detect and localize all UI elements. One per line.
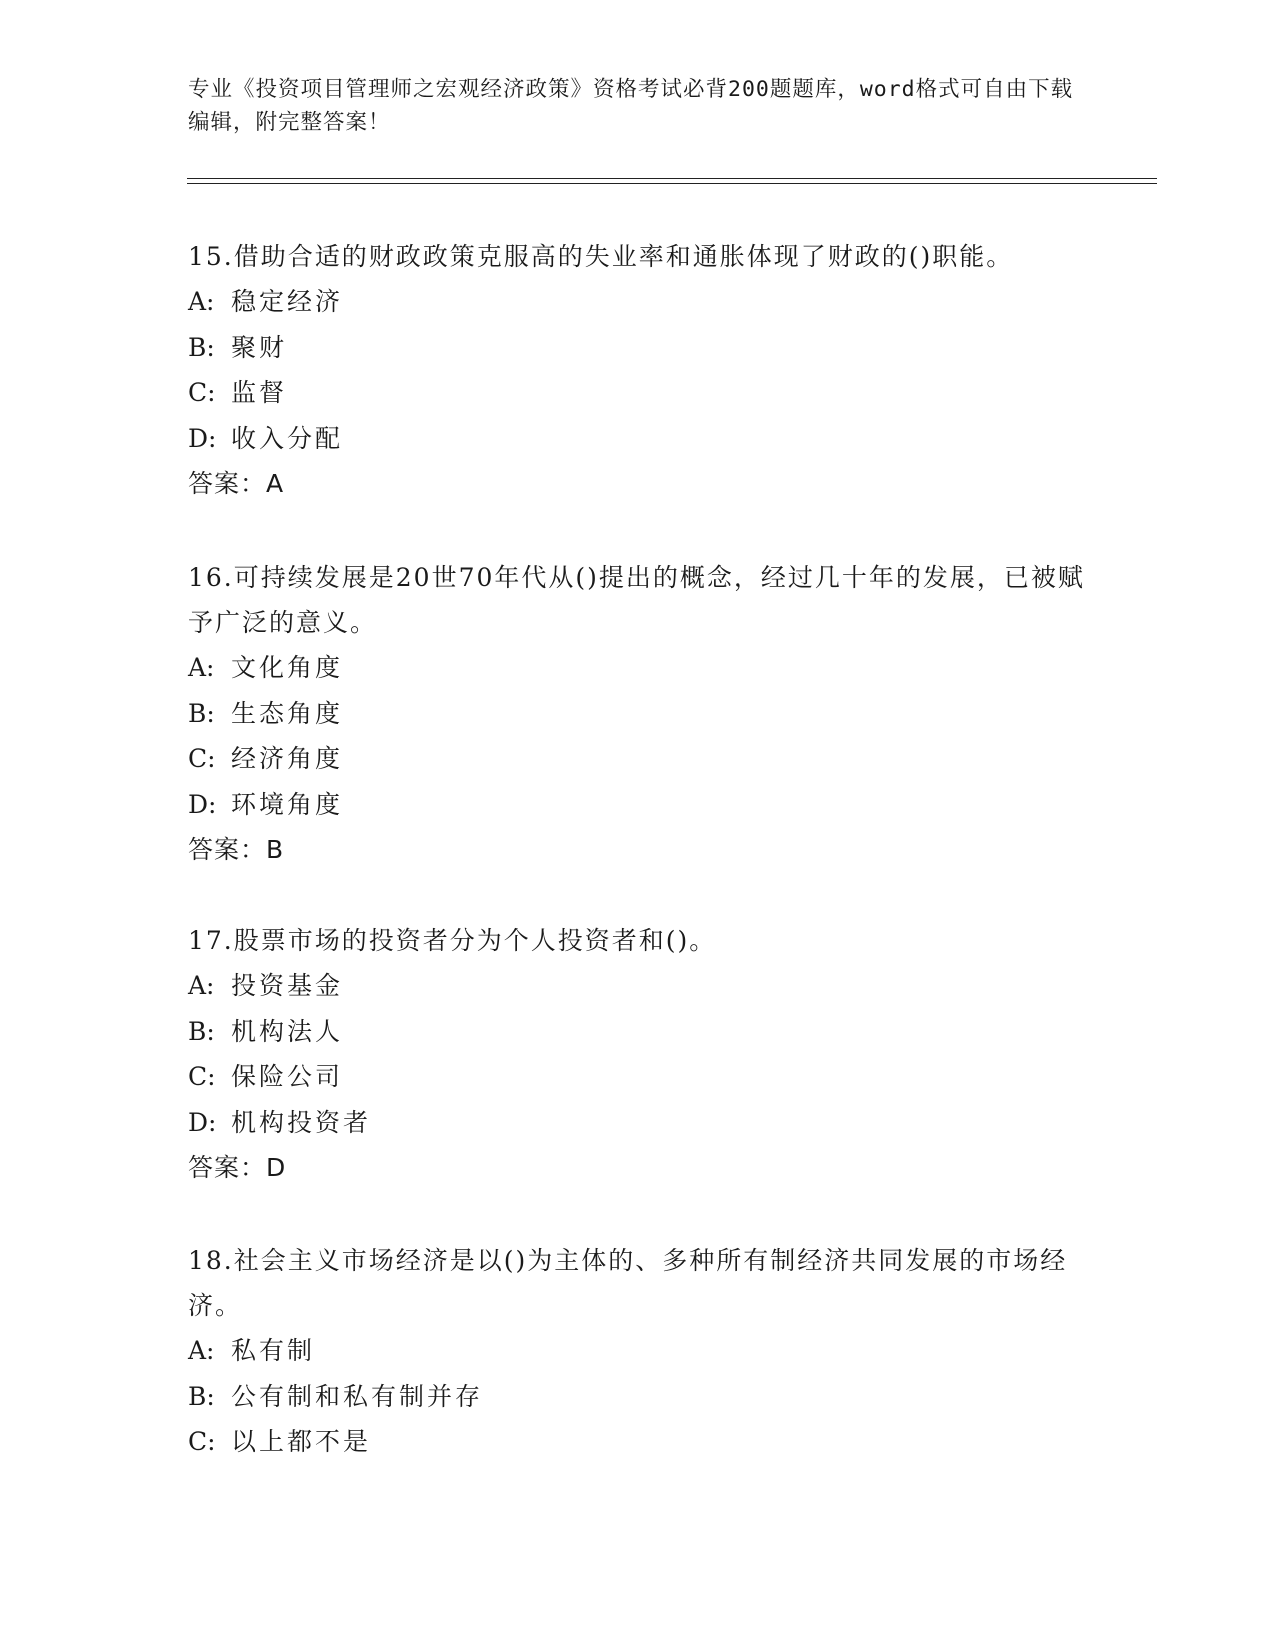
question-18 (188, 1238, 1088, 1465)
option-key: A: (188, 287, 215, 316)
option-text: 经济角度 (231, 744, 344, 773)
option-key: C: (188, 744, 216, 773)
question-stem: 18.社会主义市场经济是以()为主体的、多种所有制经济共同发展的市场经济。 (188, 1246, 1068, 1320)
option-text: 投资基金 (231, 971, 344, 1000)
option-key: B: (188, 1381, 215, 1411)
option-key: D: (188, 789, 217, 819)
option-key: B: (188, 1016, 215, 1046)
option-d (188, 782, 1088, 828)
option-key: C: (188, 1062, 216, 1091)
option-c (188, 1419, 1088, 1465)
option-text: 机构法人 (231, 1016, 344, 1046)
option-text: 保险公司 (231, 1062, 344, 1091)
answer-line: 答案：B (188, 835, 285, 864)
question-stem: 16.可持续发展是20世70年代从()提出的概念，经过几十年的发展，已被赋予广泛的意义。 (188, 563, 1085, 637)
option-key: A: (188, 1336, 215, 1365)
option-b (188, 1374, 1088, 1420)
option-c (188, 736, 1088, 782)
question-15 (188, 234, 1088, 507)
option-a (188, 279, 1088, 325)
question-16 (188, 555, 1088, 873)
option-key: B: (188, 332, 215, 362)
option-c (188, 370, 1088, 416)
option-text: 聚财 (231, 332, 288, 362)
option-text: 稳定经济 (231, 287, 344, 316)
option-key: D: (188, 1107, 217, 1137)
option-b (188, 1009, 1088, 1055)
option-text: 收入分配 (231, 423, 344, 453)
option-a (188, 645, 1088, 691)
option-text: 机构投资者 (231, 1107, 372, 1137)
answer-line: 答案：A (188, 469, 285, 498)
option-key: A: (188, 971, 215, 1000)
option-key: C: (188, 1427, 216, 1456)
answer-line: 答案：D (188, 1153, 287, 1182)
option-text: 文化角度 (231, 653, 344, 682)
option-text: 以上都不是 (231, 1427, 372, 1456)
option-b (188, 691, 1088, 737)
header-divider-bottom (187, 183, 1157, 184)
option-a (188, 1328, 1088, 1374)
question-stem: 15.借助合适的财政政策克服高的失业率和通胀体现了财政的()职能。 (188, 242, 1014, 271)
question-stem: 17.股票市场的投资者分为个人投资者和()。 (188, 926, 717, 955)
document-intro: 专业《投资项目管理师之宏观经济政策》资格考试必背200题题库，word格式可自由下载编辑，附完整答案！ (188, 77, 1074, 135)
option-c (188, 1054, 1088, 1100)
question-17 (188, 918, 1088, 1191)
option-text: 监督 (231, 378, 288, 407)
option-d (188, 416, 1088, 462)
option-text: 环境角度 (231, 789, 344, 819)
option-key: B: (188, 698, 215, 728)
option-d (188, 1100, 1088, 1146)
option-key: C: (188, 378, 216, 407)
option-key: A: (188, 653, 215, 682)
option-text: 私有制 (231, 1336, 316, 1365)
option-text: 公有制和私有制并存 (231, 1381, 484, 1411)
option-b (188, 325, 1088, 371)
option-a (188, 963, 1088, 1009)
header-divider-top (187, 178, 1157, 179)
option-text: 生态角度 (231, 698, 344, 728)
option-key: D: (188, 423, 217, 453)
